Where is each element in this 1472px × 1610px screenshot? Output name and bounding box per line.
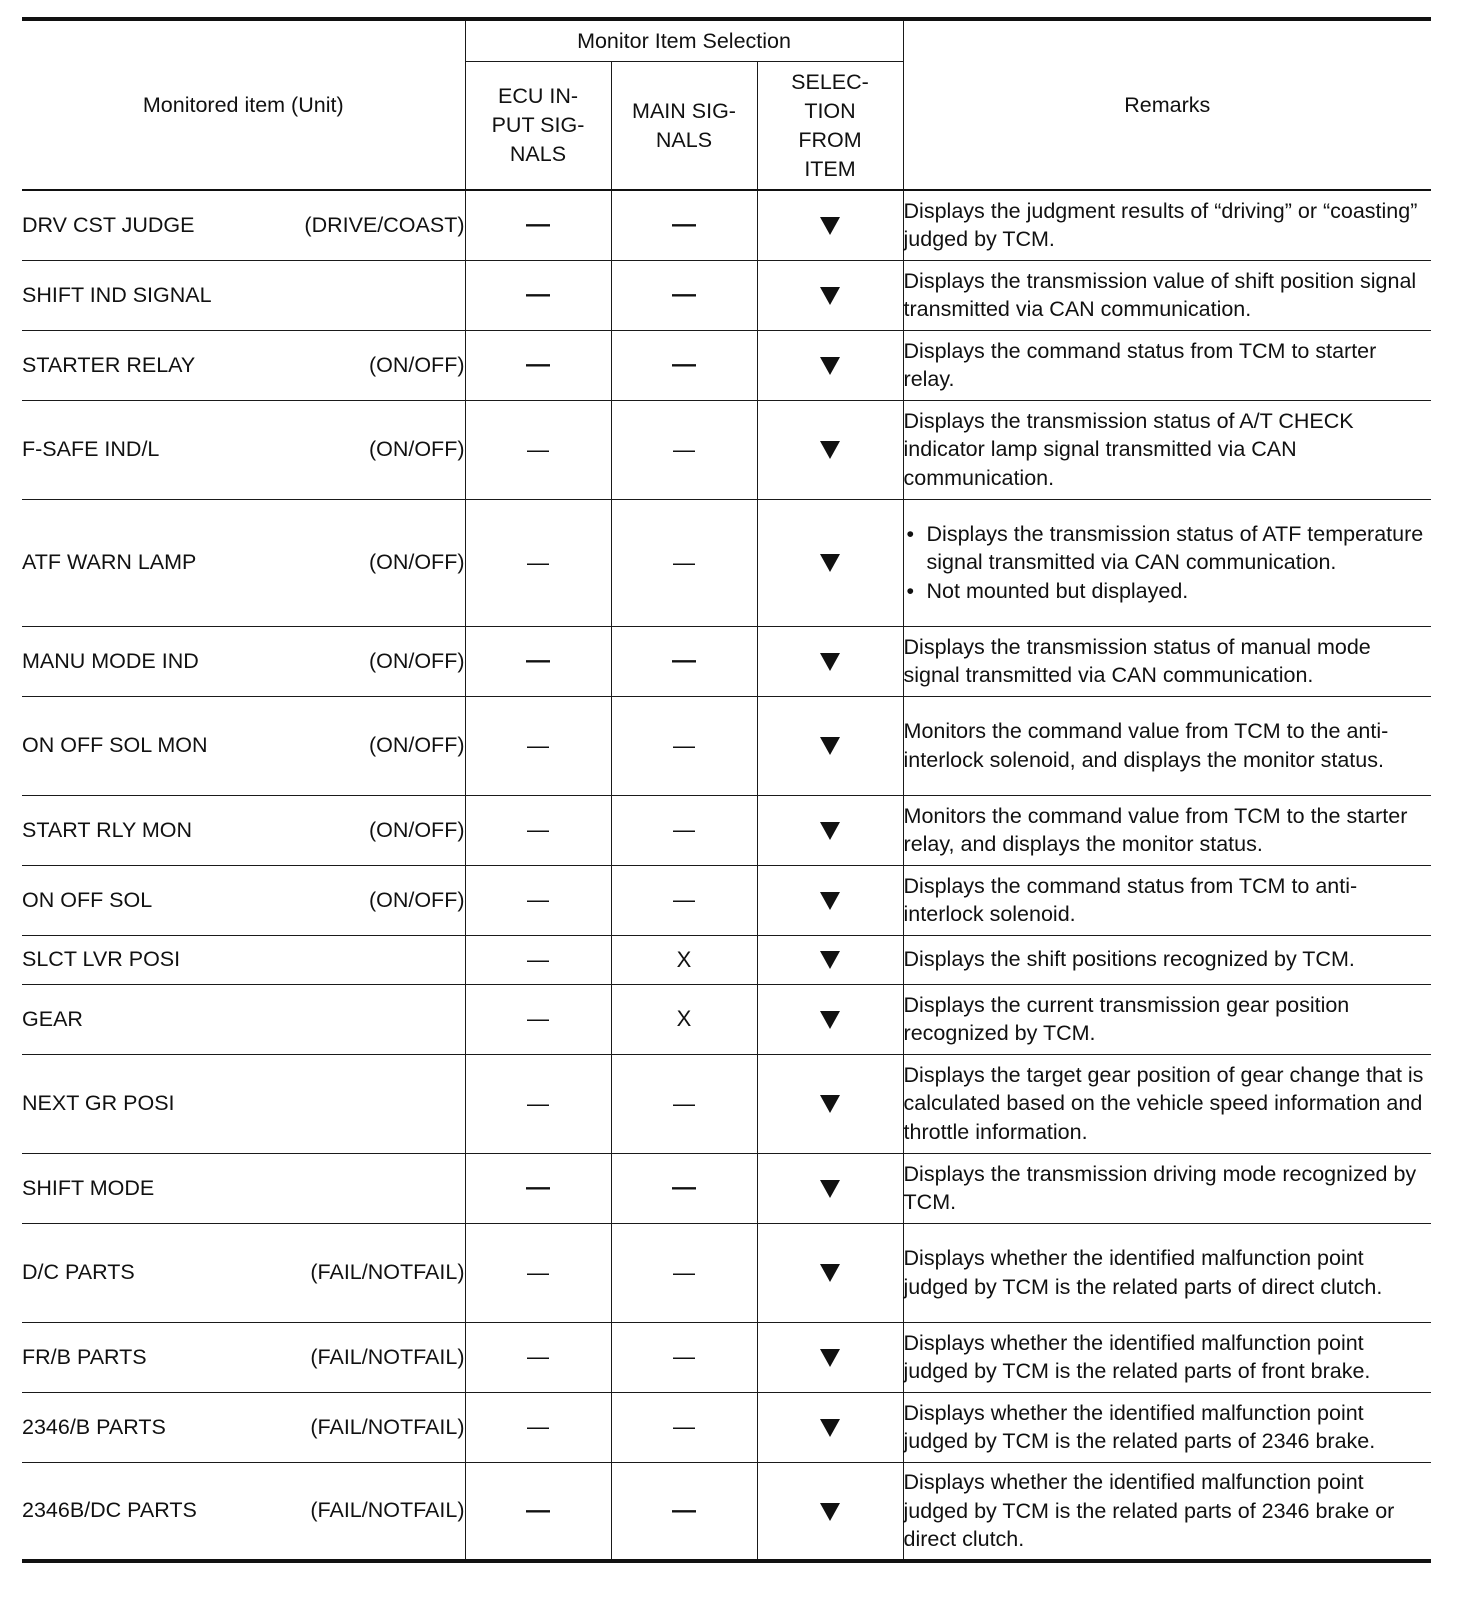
ecu-input-value: — [526, 281, 550, 308]
remarks-cell [903, 795, 1431, 865]
selection-triangle-icon [820, 653, 840, 671]
monitored-item-name: ATF WARN LAMP [22, 550, 197, 574]
ecu-input-value: — [527, 946, 549, 972]
monitored-item-wrap [22, 550, 465, 575]
selection-triangle-icon [820, 1011, 840, 1029]
remarks-cell [903, 330, 1431, 400]
table-row [22, 400, 1431, 499]
selection-cell [757, 1392, 903, 1462]
monitored-item-name: SHIFT IND SIGNAL [22, 282, 212, 307]
ecu-input-value: — [527, 1006, 549, 1031]
main-signals-value: — [672, 1496, 696, 1524]
ecu-input-cell [465, 1223, 611, 1322]
ecu-input-cell [465, 795, 611, 865]
main-signals-value: — [672, 211, 696, 239]
ecu-input-cell [465, 696, 611, 795]
remarks-cell [903, 1392, 1431, 1462]
monitored-item-cell [22, 190, 465, 260]
selection-triangle-icon [820, 1349, 840, 1367]
remarks-text: Displays the transmission driving mode recognized by TCM. [903, 1161, 1417, 1214]
main-signals-value: — [672, 281, 696, 308]
selection-cell [757, 1462, 903, 1561]
main-signals-cell [611, 1322, 757, 1392]
table-row [22, 190, 1431, 260]
remarks-list-item: • Not mounted but displayed. [904, 577, 1432, 606]
header-sel-line: FROM [798, 127, 862, 152]
main-signals-value: — [673, 732, 695, 758]
remarks-text: Displays whether the identified malfunction point judged by TCM is the related parts of 2346 brake. [903, 1400, 1376, 1453]
ecu-input-value: — [527, 1414, 549, 1439]
main-signals-value: — [673, 817, 695, 842]
table-row [22, 795, 1431, 865]
monitored-item-wrap [22, 1176, 465, 1201]
monitored-item-name: 2346B/DC PARTS [22, 1498, 197, 1523]
monitored-item-name: FR/B PARTS [22, 1344, 147, 1369]
table-header [22, 19, 1431, 190]
selection-triangle-icon [820, 892, 840, 910]
main-signals-value: — [672, 647, 696, 674]
ecu-input-cell [465, 1392, 611, 1462]
monitored-item-cell [22, 795, 465, 865]
main-signals-cell [611, 499, 757, 626]
monitored-item-cell [22, 330, 465, 400]
remarks-text: Displays the target gear position of gear change that is calculated based on the vehicle speed information and throttle information. [903, 1062, 1424, 1144]
monitored-item-unit: (ON/OFF) [368, 550, 465, 574]
remarks-text: Displays whether the identified malfunction point judged by TCM is the related parts of direct clutch. [903, 1246, 1383, 1299]
remarks-text: Monitors the command value from TCM to the anti-interlock solenoid, and displays the monitor status. [903, 719, 1389, 772]
remarks-cell [903, 1153, 1431, 1223]
main-signals-value: — [673, 1344, 695, 1369]
selection-triangle-icon [820, 554, 840, 572]
monitored-item-unit: (FAIL/NOTFAIL) [310, 1260, 465, 1284]
ecu-input-value: — [526, 351, 550, 378]
remarks-list [904, 520, 1432, 606]
main-signals-cell [611, 1054, 757, 1153]
header-sel-line: ITEM [804, 156, 856, 181]
table-row [22, 984, 1431, 1054]
remarks-text: Displays the transmission status of A/T CHECK indicator lamp signal transmitted via CAN communication. [903, 408, 1354, 490]
main-signals-cell [611, 1223, 757, 1322]
monitored-item-wrap [22, 947, 465, 972]
table-row [22, 1223, 1431, 1322]
selection-triangle-icon [820, 1095, 840, 1113]
table-row [22, 865, 1431, 935]
remarks-text: Displays the judgment results of “driving” or “coasting” judged by TCM. [903, 198, 1418, 252]
monitored-item-name: SHIFT MODE [22, 1175, 155, 1200]
selection-triangle-icon [820, 951, 840, 969]
selection-triangle-icon [820, 822, 840, 840]
ecu-input-cell [465, 190, 611, 260]
monitored-item-unit: (ON/OFF) [368, 648, 465, 673]
main-signals-cell [611, 1153, 757, 1223]
remarks-cell [903, 984, 1431, 1054]
monitored-item-wrap [22, 1007, 465, 1032]
monitored-item-cell [22, 696, 465, 795]
ecu-input-cell [465, 260, 611, 330]
monitored-item-cell [22, 260, 465, 330]
ecu-input-value: — [527, 1344, 549, 1369]
monitored-item-cell [22, 1322, 465, 1392]
monitored-item-cell [22, 865, 465, 935]
header-sel-line: SELEC- [791, 69, 869, 94]
ecu-input-cell [465, 984, 611, 1054]
remarks-text: Displays the command status from TCM to anti-interlock solenoid. [903, 873, 1358, 926]
main-signals-value: — [673, 1090, 695, 1116]
header-monitor-item-selection: Monitor Item Selection [465, 19, 903, 62]
main-signals-value: — [673, 887, 695, 912]
selection-cell [757, 865, 903, 935]
selection-cell [757, 984, 903, 1054]
table-row [22, 696, 1431, 795]
main-signals-cell [611, 330, 757, 400]
monitored-item-wrap [22, 1498, 465, 1523]
monitored-item-name: STARTER RELAY [22, 352, 196, 377]
monitored-item-cell [22, 1153, 465, 1223]
main-signals-cell [611, 1462, 757, 1561]
header-main-line: MAIN SIG- [632, 98, 736, 123]
remarks-text: Displays the transmission status of manual mode signal transmitted via CAN communication. [903, 634, 1371, 687]
monitored-item-cell [22, 1392, 465, 1462]
main-signals-value: — [673, 436, 695, 462]
selection-cell [757, 1153, 903, 1223]
main-signals-cell [611, 935, 757, 984]
selection-triangle-icon [820, 737, 840, 755]
monitored-item-name: 2346/B PARTS [22, 1414, 166, 1439]
main-signals-value: X [676, 946, 692, 972]
ecu-input-value: — [526, 647, 550, 674]
monitored-item-cell [22, 626, 465, 696]
monitored-item-wrap [22, 437, 465, 462]
remarks-text: Displays the shift positions recognized by TCM. [903, 947, 1355, 972]
monitored-item-unit: (FAIL/NOTFAIL) [310, 1498, 465, 1523]
ecu-input-value: — [527, 887, 549, 912]
remarks-cell [903, 400, 1431, 499]
remarks-cell [903, 696, 1431, 795]
ecu-input-value: — [527, 1090, 549, 1116]
main-signals-cell [611, 696, 757, 795]
monitored-item-unit: (ON/OFF) [368, 817, 465, 842]
remarks-cell [903, 1322, 1431, 1392]
remarks-text: Displays the current transmission gear position recognized by TCM. [903, 992, 1350, 1045]
monitored-item-wrap [22, 1415, 465, 1440]
main-signals-cell [611, 984, 757, 1054]
selection-triangle-icon [820, 1264, 840, 1282]
main-signals-cell [611, 190, 757, 260]
monitored-item-wrap [22, 733, 465, 758]
monitored-item-unit: (FAIL/NOTFAIL) [310, 1414, 465, 1439]
monitored-item-wrap [22, 353, 465, 378]
selection-cell [757, 400, 903, 499]
selection-cell [757, 935, 903, 984]
monitored-item-cell [22, 499, 465, 626]
monitored-item-name: GEAR [22, 1006, 83, 1031]
table-row [22, 330, 1431, 400]
monitored-item-name: DRV CST JUDGE [22, 212, 195, 237]
header-ecu-line: PUT SIG- [491, 113, 585, 137]
monitored-item-wrap [22, 888, 465, 913]
selection-triangle-icon [820, 357, 840, 375]
ecu-input-value: — [527, 549, 549, 575]
remarks-text: Displays the command status from TCM to starter relay. [903, 338, 1377, 391]
remarks-list-item: • Displays the transmission status of ATF temperature signal transmitted via CAN communication. [904, 520, 1432, 577]
monitored-item-cell [22, 1054, 465, 1153]
table-row [22, 1153, 1431, 1223]
selection-cell [757, 1322, 903, 1392]
main-signals-value: — [672, 1174, 696, 1201]
selection-cell [757, 1223, 903, 1322]
ecu-input-cell [465, 626, 611, 696]
main-signals-cell [611, 260, 757, 330]
ecu-input-cell [465, 499, 611, 626]
selection-cell [757, 190, 903, 260]
header-selection-from-item [757, 62, 903, 191]
monitored-item-name: ON OFF SOL MON [22, 733, 208, 757]
table-row [22, 1462, 1431, 1561]
table-row [22, 499, 1431, 626]
monitored-item-unit: (ON/OFF) [368, 352, 465, 377]
remarks-cell [903, 260, 1431, 330]
monitored-item-wrap [22, 649, 465, 674]
ecu-input-value: — [526, 1496, 550, 1524]
monitored-item-unit: (ON/OFF) [368, 437, 465, 461]
monitored-item-wrap [22, 213, 465, 238]
header-ecu-line: ECU IN- [497, 84, 579, 108]
header-monitored-item: Monitored item (Unit) [22, 19, 465, 190]
monitored-item-unit: (FAIL/NOTFAIL) [310, 1344, 465, 1369]
monitored-item-unit: (ON/OFF) [368, 733, 465, 757]
monitored-item-cell [22, 1223, 465, 1322]
table-row [22, 626, 1431, 696]
table-row [22, 935, 1431, 984]
remarks-cell [903, 1462, 1431, 1561]
monitored-item-name: F-SAFE IND/L [22, 437, 160, 461]
header-sel-line: TION [804, 98, 856, 123]
table-row [22, 1392, 1431, 1462]
selection-triangle-icon [820, 1503, 840, 1521]
ecu-input-cell [465, 400, 611, 499]
header-main-signals [611, 62, 757, 191]
selection-triangle-icon [820, 287, 840, 305]
main-signals-value: — [673, 1259, 695, 1285]
remarks-cell [903, 190, 1431, 260]
remarks-cell [903, 1054, 1431, 1153]
selection-cell [757, 795, 903, 865]
monitored-item-wrap [22, 1345, 465, 1370]
selection-cell [757, 1054, 903, 1153]
ecu-input-cell [465, 330, 611, 400]
main-signals-cell [611, 400, 757, 499]
table-row [22, 1054, 1431, 1153]
remarks-text: Displays whether the identified malfunction point judged by TCM is the related parts of front brake. [903, 1330, 1371, 1383]
monitored-item-wrap [22, 1260, 465, 1285]
main-signals-cell [611, 1392, 757, 1462]
ecu-input-value: — [526, 211, 550, 239]
selection-triangle-icon [820, 1419, 840, 1437]
selection-triangle-icon [820, 217, 840, 235]
monitor-item-table [22, 17, 1431, 1563]
table-row [22, 260, 1431, 330]
ecu-input-value: — [527, 732, 549, 758]
ecu-input-value: — [527, 1259, 549, 1285]
monitored-item-cell [22, 400, 465, 499]
main-signals-value: — [672, 351, 696, 378]
monitored-item-wrap [22, 283, 465, 308]
main-signals-value: — [673, 1414, 695, 1439]
monitored-item-cell [22, 984, 465, 1054]
main-signals-cell [611, 865, 757, 935]
ecu-input-cell [465, 1322, 611, 1392]
main-signals-cell [611, 626, 757, 696]
ecu-input-value: — [527, 817, 549, 842]
selection-cell [757, 499, 903, 626]
remarks-cell [903, 1223, 1431, 1322]
monitored-item-name: D/C PARTS [22, 1260, 135, 1284]
remarks-cell [903, 626, 1431, 696]
ecu-input-value: — [527, 436, 549, 462]
ecu-input-cell [465, 1462, 611, 1561]
remarks-text: Displays whether the identified malfunction point judged by TCM is the related parts of 2346 brake or direct clutch. [903, 1470, 1395, 1551]
header-ecu-input-signals [465, 62, 611, 191]
selection-cell [757, 626, 903, 696]
monitored-item-wrap [22, 1091, 465, 1116]
ecu-input-cell [465, 935, 611, 984]
selection-cell [757, 696, 903, 795]
monitored-item-unit: (DRIVE/COAST) [304, 212, 465, 237]
table-body [22, 190, 1431, 1561]
remarks-text: Monitors the command value from TCM to the starter relay, and displays the monitor status. [903, 803, 1408, 856]
remarks-cell [903, 499, 1431, 626]
ecu-input-cell [465, 1054, 611, 1153]
monitored-item-cell [22, 935, 465, 984]
monitored-item-unit: (ON/OFF) [368, 887, 465, 912]
table-row [22, 1322, 1431, 1392]
monitored-item-cell [22, 1462, 465, 1561]
monitored-item-name: START RLY MON [22, 817, 193, 842]
main-signals-value: X [676, 1006, 692, 1031]
header-main-line: NALS [655, 127, 713, 152]
remarks-text: Displays the transmission value of shift position signal transmitted via CAN communication. [903, 268, 1417, 321]
selection-triangle-icon [820, 1180, 840, 1198]
monitored-item-wrap [22, 818, 465, 843]
monitored-item-name: ON OFF SOL [22, 887, 153, 912]
main-signals-value: — [673, 549, 695, 575]
header-ecu-line: NALS [509, 142, 567, 166]
ecu-input-cell [465, 1153, 611, 1223]
header-remarks: Remarks [903, 19, 1431, 190]
ecu-input-value: — [526, 1174, 550, 1201]
ecu-input-cell [465, 865, 611, 935]
remarks-cell [903, 935, 1431, 984]
remarks-cell [903, 865, 1431, 935]
selection-cell [757, 330, 903, 400]
selection-cell [757, 260, 903, 330]
selection-triangle-icon [820, 441, 840, 459]
main-signals-cell [611, 795, 757, 865]
monitored-item-name: NEXT GR POSI [22, 1091, 175, 1115]
monitored-item-name: MANU MODE IND [22, 648, 199, 673]
monitored-item-name: SLCT LVR POSI [22, 947, 181, 971]
